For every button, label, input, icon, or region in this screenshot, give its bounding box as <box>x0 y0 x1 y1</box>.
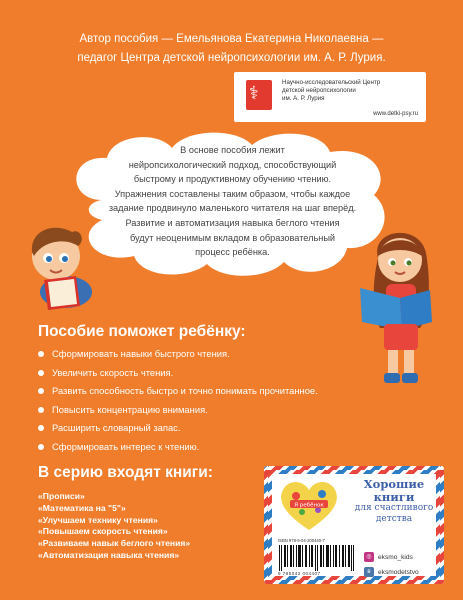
slogan-line: книги <box>373 489 415 504</box>
cloud-line: В основе пособия лежит <box>180 145 285 155</box>
social-vk-label: eksmodetstvo <box>378 568 419 576</box>
heart-label: Я ребёнок <box>294 502 324 509</box>
center-logo-box <box>234 72 426 122</box>
bullet-icon <box>38 425 44 431</box>
barcode-icon <box>278 545 354 571</box>
social-vk <box>364 567 419 577</box>
center-name <box>282 79 422 103</box>
cloud-line: Упражнения составлены таким образом, чтобы каждое <box>114 188 351 199</box>
helps-list <box>38 345 318 457</box>
center-name-line: детской нейропсихологии <box>282 87 356 94</box>
cloud-line: быстрому и продуктивному обучению чтению. <box>133 174 332 185</box>
barcode-digits: 9 785042 004407 <box>278 571 321 576</box>
series-item: «Повышаем скорость чтения» <box>38 526 168 537</box>
instagram-icon: ◎ <box>364 552 374 562</box>
helps-title: Пособие поможет ребёнку: <box>38 323 246 340</box>
isbn-text: ISBN 978-5-04-200440-7 <box>278 538 325 543</box>
cloud-line: задание продвинуло маленького читателя на шаг вперёд. <box>108 203 357 214</box>
social-ig-label: eksmo_kids <box>378 553 413 561</box>
list-item <box>38 419 318 438</box>
cloud-line: будут неоценимым вкладом в образовательный <box>129 232 336 243</box>
bullet-icon <box>38 370 44 376</box>
boy-reading-illustration <box>14 222 106 312</box>
center-name-line: им. А. Р. Лурия <box>282 95 325 102</box>
card-slogan <box>350 478 438 525</box>
author-block <box>0 30 463 68</box>
bullet-icon <box>38 388 44 394</box>
author-line-2: педагог Центра детской нейропсихологии им. А. Р. Лурия. <box>77 52 386 64</box>
series-item: «Математика на "5"» <box>38 502 126 513</box>
series-list <box>38 491 190 562</box>
helps-item-label: Повысить концентрацию внимания. <box>52 403 208 415</box>
list-item <box>38 401 318 420</box>
series-item: «Улучшаем технику чтения» <box>38 514 158 525</box>
series-item: «Прописи» <box>38 491 85 501</box>
heart-logo-icon <box>278 478 340 532</box>
helps-item-label: Сформировать интерес к чтению. <box>52 440 200 452</box>
cloud-line: процесс ребёнка. <box>195 247 270 258</box>
list-item <box>38 382 318 401</box>
helps-item-label: Увеличить скорость чтения. <box>52 366 174 378</box>
bullet-icon <box>38 351 44 357</box>
center-name-line: Научно-исследовательский Центр <box>282 79 381 86</box>
center-logo-icon: ⚕ <box>246 80 272 110</box>
helps-item-label: Расширить словарный запас. <box>52 422 181 434</box>
helps-item-label: Развить способность быстро и точно понимать прочитанное. <box>52 385 318 397</box>
publisher-card <box>264 466 444 584</box>
slogan-line: для счастливого <box>354 503 434 513</box>
list-item <box>38 345 318 364</box>
center-url: www.detki-psy.ru <box>373 111 418 117</box>
cloud-line: Развитие и автоматизация навыка беглого чтения <box>125 217 340 228</box>
author-line-1: Автор пособия — Емельянова Екатерина Николаевна — <box>79 33 384 45</box>
vk-icon: в <box>364 567 374 577</box>
slogan-line: детства <box>375 514 413 524</box>
list-item <box>38 438 318 457</box>
social-instagram <box>364 552 413 562</box>
girl-reading-illustration <box>350 218 450 393</box>
cloud-text <box>85 143 380 260</box>
helps-item-label: Сформировать навыки быстрого чтения. <box>52 348 230 359</box>
series-item: «Автоматизация навыка чтения» <box>38 549 180 560</box>
bullet-icon <box>38 444 44 450</box>
bullet-icon <box>38 407 44 413</box>
series-title: В серию входят книги: <box>38 464 213 481</box>
list-item <box>38 364 318 383</box>
slogan-line: Хорошие <box>363 477 425 491</box>
cloud-line: нейропсихологический подход, способствующий <box>128 159 337 170</box>
series-item: «Развиваем навык беглого чтения» <box>38 538 191 549</box>
